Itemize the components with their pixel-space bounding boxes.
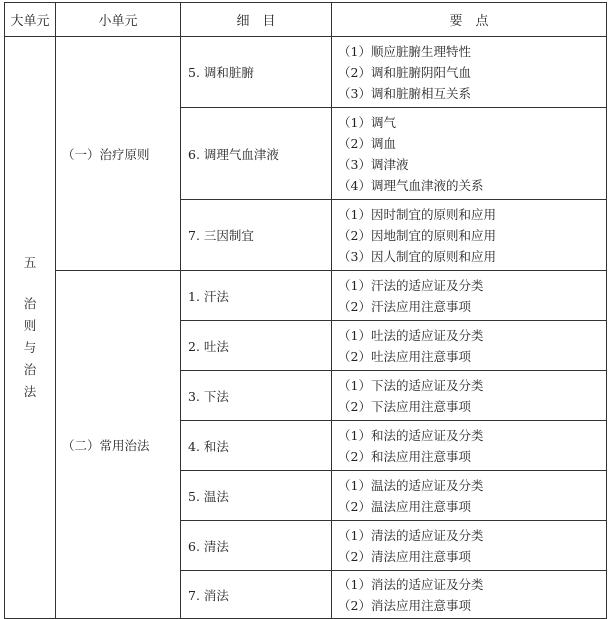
key-points-cell (332, 571, 607, 619)
key-point-item: （3）调津液 (338, 156, 409, 172)
key-point-item: （1）清法的适应证及分类 (338, 527, 484, 543)
detail-cell: 2. 吐法 (181, 321, 332, 371)
major-unit-number: 五 (23, 254, 37, 270)
key-points-cell (332, 271, 607, 321)
detail-cell: 7. 三因制宜 (181, 200, 332, 271)
key-point-item: （1）和法的适应证及分类 (338, 427, 484, 443)
key-points-cell (332, 471, 607, 521)
key-point-item: （1）因时制宜的原则和应用 (338, 206, 496, 222)
key-point-item: （2）因地制宜的原则和应用 (338, 227, 496, 243)
major-unit-cell (5, 37, 56, 619)
key-points-cell (332, 321, 607, 371)
key-point-item: （2）调血 (338, 135, 396, 151)
key-point-item: （2）汗法应用注意事项 (338, 298, 471, 314)
detail-cell: 5. 温法 (181, 471, 332, 521)
key-point-item: （1）消法的适应证及分类 (338, 576, 484, 592)
table-body (5, 37, 607, 619)
header-detail: 细 目 (181, 3, 332, 37)
key-point-item: （2）调和脏腑阴阳气血 (338, 64, 471, 80)
minor-unit-cell: （二）常用治法 (56, 271, 181, 619)
table-row (5, 271, 607, 321)
key-point-item: （3）因人制宜的原则和应用 (338, 248, 496, 264)
minor-unit-cell: （一）治疗原则 (56, 37, 181, 271)
key-point-item: （1）温法的适应证及分类 (338, 477, 484, 493)
key-point-item: （1）吐法的适应证及分类 (338, 327, 484, 343)
key-points-cell (332, 108, 607, 200)
detail-cell: 3. 下法 (181, 371, 332, 421)
key-point-item: （1）调气 (338, 114, 396, 130)
header-key-points: 要 点 (332, 3, 607, 37)
key-points-cell (332, 37, 607, 108)
key-point-item: （2）和法应用注意事项 (338, 448, 471, 464)
key-points-cell (332, 200, 607, 271)
detail-cell: 6. 调理气血津液 (181, 108, 332, 200)
key-points-cell (332, 421, 607, 471)
detail-cell: 6. 清法 (181, 521, 332, 571)
key-point-item: （2）消法应用注意事项 (338, 597, 471, 613)
key-point-item: （3）调和脏腑相互关系 (338, 85, 471, 101)
detail-cell: 4. 和法 (181, 421, 332, 471)
table-row (5, 37, 607, 108)
detail-cell: 1. 汗法 (181, 271, 332, 321)
key-point-item: （1）下法的适应证及分类 (338, 377, 484, 393)
key-point-item: （2）温法应用注意事项 (338, 498, 471, 514)
header-major-unit: 大单元 (5, 3, 56, 37)
key-points-cell (332, 371, 607, 421)
key-point-item: （4）调理气血津液的关系 (338, 177, 484, 193)
key-point-item: （1）汗法的适应证及分类 (338, 277, 484, 293)
detail-cell: 5. 调和脏腑 (181, 37, 332, 108)
syllabus-table (4, 2, 607, 619)
major-unit-title: 治则与治法 (23, 295, 37, 399)
header-row (5, 3, 607, 37)
key-points-cell (332, 521, 607, 571)
header-minor-unit: 小单元 (56, 3, 181, 37)
detail-cell: 7. 消法 (181, 571, 332, 619)
key-point-item: （2）吐法应用注意事项 (338, 348, 471, 364)
key-point-item: （1）顺应脏腑生理特性 (338, 43, 471, 59)
key-point-item: （2）下法应用注意事项 (338, 398, 471, 414)
key-point-item: （2）清法应用注意事项 (338, 548, 471, 564)
